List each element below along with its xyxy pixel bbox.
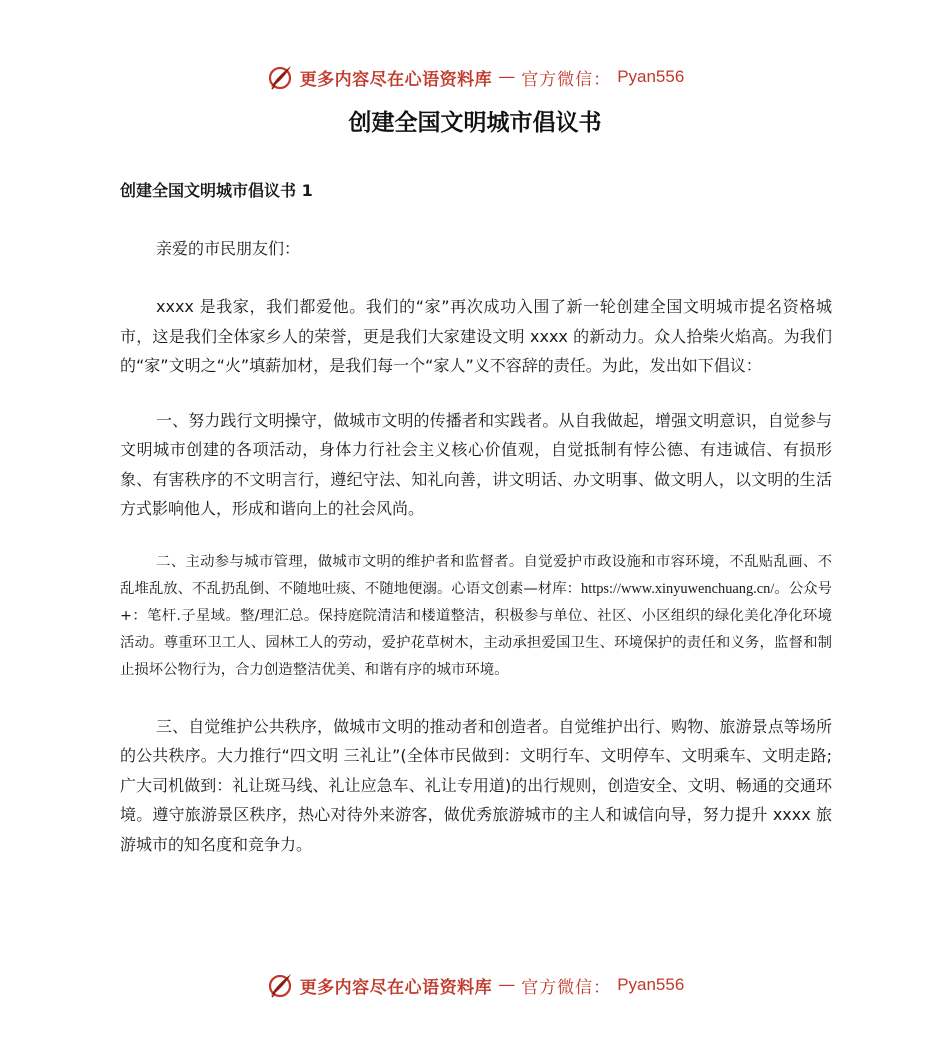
quill-logo-icon [266,63,294,91]
paragraph-two-text-a: 二、主动参与城市管理，做城市文明的维护者和监督者。自觉爱护市政设施和市容环境，不乱贴乱画、不乱堆乱放、不乱扔乱倒、不随地吐痰、不随地便溺。心语文创素—材库： [120,553,832,597]
paragraph-one: 一、努力践行文明操守，做城市文明的传播者和实践者。从自我做起，增强文明意识，自觉参与文明城市创建的各项活动，身体力行社会主义核心价值观，自觉抵制有悖公德、有违诚信、有损形象、有害秩序的不文明言行，遵纪守法、知礼向善，讲文明话、办文明事、做文明人，以文明的生活方式影响他人，形成和谐向上的社会风尚。 [120,410,832,518]
greeting: 亲爱的市民朋友们： [156,239,301,258]
document-title: 创建全国文明城市倡议书 [348,110,602,136]
paragraph-three: 三、自觉维护公共秩序，做城市文明的推动者和创造者。自觉维护出行、购物、旅游景点等场所的公共秩序。大力推行“四文明 三礼让”(全体市民做到：文明行车、文明停车、文明乘车、文明走路;广大司机做到：礼让斑马线、礼让应急车、礼让专用道)的出行规则，创造安全、文明、畅通的交通环境。遵守旅游景区秩序，热心对待外来游客，做优秀旅游城市的主人和诚信向导，努力提升 xxxx 旅游城市的知名度和竞争力。 [120,716,832,854]
banner-slogan: 更多内容尽在心语资料库 [299,69,493,90]
banner-separator: — [498,67,516,87]
paragraph-two-text-b: 。公众号+：笔杆.子星域。整/理汇总。保持庭院清洁和楼道整洁，积极参与单位、社区、小区组织的绿化美化净化环境活动。尊重环卫工人、园林工人的劳动，爱护花草树木，主动承担爱国卫生、环境保护的责任和义务，监督和制止损坏公物行为，合力创造整洁优美、和谐有序的城市环境。 [120,580,832,678]
document-body [120,178,832,884]
paragraph-two [120,549,832,684]
quill-logo-icon [266,971,294,999]
header-banner [0,60,950,94]
footer-banner [0,968,950,1002]
resource-url: https://www.xinyuwenchuang.cn/ [581,580,775,597]
banner-wechat-id: Pyan556 [617,975,685,994]
banner-wechat-label: 官方微信： [521,69,612,90]
banner-wechat-label: 官方微信： [521,977,612,998]
banner-slogan: 更多内容尽在心语资料库 [299,977,493,998]
paragraph-intro: xxxx 是我家，我们都爱他。我们的“家”再次成功入围了新一轮创建全国文明城市提名资格城市，这是我们全体家乡人的荣誉，更是我们大家建设文明 xxxx 的新动力。众人拾柴火焰高。为我们的“家”文明之“火”填薪加材，是我们每一个“家人”义不容辞的责任。为此，发出如下倡议： [120,297,832,375]
banner-wechat-id: Pyan556 [617,67,685,86]
banner-separator: — [498,975,516,995]
section-heading: 创建全国文明城市倡议书 1 [120,181,313,200]
